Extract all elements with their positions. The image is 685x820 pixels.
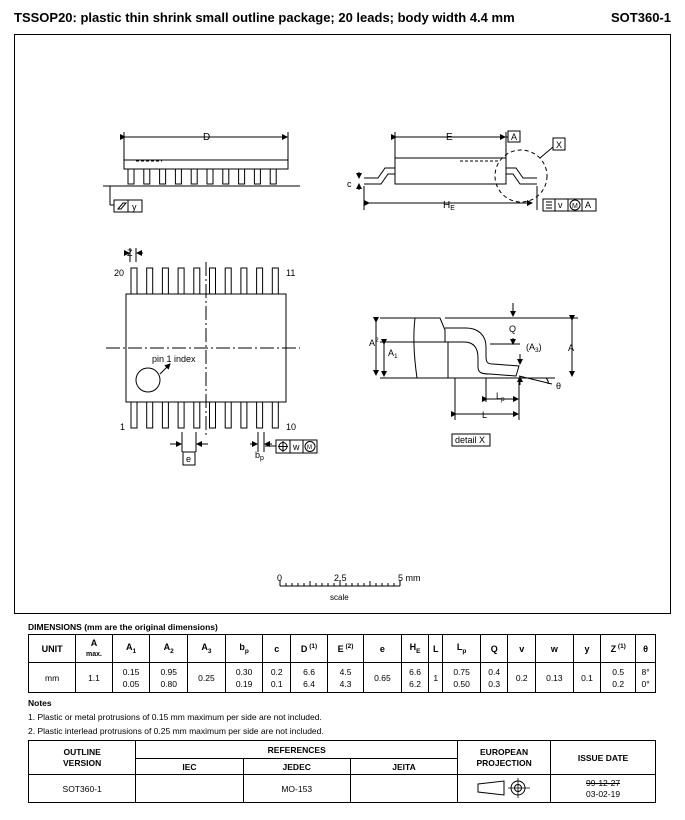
top-lead-lower <box>210 402 216 428</box>
side-lead <box>270 169 276 184</box>
label-c: c <box>347 179 352 189</box>
dimensions-data-row <box>29 663 656 693</box>
top-lead-lower <box>225 402 231 428</box>
side-lead <box>239 169 245 184</box>
top-lead-lower <box>194 402 200 428</box>
top-lead-upper <box>257 268 263 294</box>
cell-w: 0.13 <box>536 663 574 693</box>
cell-iec <box>136 775 243 803</box>
cell-A: 1.1 <box>76 663 112 693</box>
label-L: L <box>482 410 488 420</box>
top-lead-upper <box>225 268 231 294</box>
cell-jeita <box>350 775 457 803</box>
label-v: v <box>558 200 563 210</box>
top-lead-upper <box>178 268 184 294</box>
hdr-jeita: JEITA <box>350 759 457 775</box>
pin-1: 1 <box>120 422 126 432</box>
label-A3: $(A_3)$ <box>526 342 542 354</box>
scale-2-5: 2.5 <box>334 573 347 583</box>
package-title: TSSOP20: plastic thin shrink small outline package; 20 leads; body width 4.4 mm <box>14 10 515 25</box>
label-D: D <box>203 132 211 143</box>
cell-jedec: MO-153 <box>243 775 350 803</box>
cell-Z: 0.5 0.2 <box>601 663 636 693</box>
cell-A2: 0.95 0.80 <box>150 663 188 693</box>
top-lead-lower <box>241 402 247 428</box>
cell-HE: 6.6 6.2 <box>401 663 429 693</box>
label-E: E <box>446 132 453 143</box>
hdr-bp: $b_p$ <box>225 635 263 663</box>
hdr-HE: $H_E$ <box>401 635 429 663</box>
label-Z: Z <box>127 248 133 258</box>
hdr-Lp: $L_p$ <box>443 635 481 663</box>
top-lead-lower <box>147 402 153 428</box>
hdr-E: E $^{(2)}$ <box>328 635 364 663</box>
label-e: e <box>186 454 192 464</box>
hdr-c: c <box>263 635 291 663</box>
package-code: SOT360-1 <box>611 10 671 25</box>
cell-bp: 0.30 0.19 <box>225 663 263 693</box>
label-Q: Q <box>509 324 517 334</box>
hdr-theta: θ <box>636 635 656 663</box>
issue-date-new: 03-02-19 <box>586 788 621 799</box>
label-A1: $A_1$ <box>388 348 398 360</box>
label-Lp: $L_p$ <box>496 391 505 403</box>
top-lead-lower <box>272 402 278 428</box>
hdr-outline-version: OUTLINE VERSION <box>29 741 136 775</box>
pin-11: 11 <box>286 268 296 278</box>
label-A-detail: A <box>568 343 575 353</box>
projection-icon <box>474 777 534 799</box>
top-lead-lower <box>257 402 263 428</box>
side-lead <box>223 169 229 184</box>
hdr-w: w <box>536 635 574 663</box>
hdr-iec: IEC <box>136 759 243 775</box>
cell-E: 4.5 4.3 <box>328 663 364 693</box>
dimensions-table <box>28 634 656 693</box>
label-theta: θ <box>556 381 562 391</box>
side-lead <box>160 169 166 184</box>
label-bp: $b_p$ <box>255 450 264 462</box>
detail-x-label: detail X <box>455 435 486 445</box>
note-2: 2. Plastic interlead protrusions of 0.25 mm maximum per side are not included. <box>28 726 324 736</box>
outline-table <box>28 740 656 803</box>
hdr-Z: Z $^{(1)}$ <box>601 635 636 663</box>
dimensions-title: DIMENSIONS (mm are the original dimensions) <box>28 622 218 632</box>
label-w: w <box>293 442 300 452</box>
top-lead-upper <box>272 268 278 294</box>
side-lead <box>254 169 260 184</box>
hdr-A1: $A_1$ <box>112 635 150 663</box>
projection-symbol <box>458 775 551 803</box>
scale-5mm: 5 mm <box>398 573 421 583</box>
cell-e: 0.65 <box>364 663 402 693</box>
cell-unit: mm <box>29 663 76 693</box>
label-HE: $H_E$ <box>443 200 455 212</box>
hdr-A3: $A_3$ <box>188 635 226 663</box>
top-view <box>106 248 317 465</box>
hdr-unit: UNIT <box>29 635 76 663</box>
scale-label: scale <box>330 593 349 602</box>
note-1: 1. Plastic or metal protrusions of 0.15 mm maximum per side are not included. <box>28 712 322 722</box>
cell-Lp: 0.75 0.50 <box>443 663 481 693</box>
cell-theta: 8° 0° <box>636 663 656 693</box>
top-lead-lower <box>131 402 137 428</box>
cell-Q: 0.4 0.3 <box>480 663 508 693</box>
pin-20: 20 <box>114 268 125 278</box>
label-M: M <box>572 203 578 210</box>
side-lead <box>207 169 213 184</box>
top-lead-upper <box>162 268 168 294</box>
label-A2: $A^2$ <box>369 337 379 348</box>
label-X: X <box>556 140 563 150</box>
cell-v: 0.2 <box>508 663 536 693</box>
top-lead-lower <box>162 402 168 428</box>
label-y: y <box>132 202 137 212</box>
top-lead-upper <box>131 268 137 294</box>
cell-D: 6.6 6.4 <box>291 663 328 693</box>
cell-c: 0.2 0.1 <box>263 663 291 693</box>
label-A-ref: A <box>585 200 592 210</box>
cell-y: 0.1 <box>573 663 601 693</box>
pin1-index-label: pin 1 index <box>152 354 196 364</box>
hdr-A: A max. <box>76 635 112 663</box>
scale-0: 0 <box>277 573 283 583</box>
cell-version: SOT360-1 <box>29 775 136 803</box>
dimensions-header-row <box>29 635 656 663</box>
hdr-y: y <box>573 635 601 663</box>
cell-L: 1 <box>429 663 443 693</box>
detail-x <box>376 303 578 446</box>
pin-10: 10 <box>286 422 297 432</box>
top-lead-lower <box>178 402 184 428</box>
hdr-D: D $^{(1)}$ <box>291 635 328 663</box>
label-M-w: M <box>307 445 312 451</box>
hdr-A2: $A_2$ <box>150 635 188 663</box>
side-lead <box>175 169 181 184</box>
side-lead <box>191 169 197 184</box>
cell-A1: 0.15 0.05 <box>112 663 150 693</box>
hdr-v: v <box>508 635 536 663</box>
side-lead <box>144 169 150 184</box>
top-lead-upper <box>241 268 247 294</box>
cell-A3: 0.25 <box>188 663 226 693</box>
hdr-issue-date: ISSUE DATE <box>551 741 656 775</box>
top-lead-upper <box>147 268 153 294</box>
top-lead-upper <box>210 268 216 294</box>
cell-issue-date <box>551 775 656 803</box>
hdr-e: e <box>364 635 402 663</box>
top-lead-upper <box>194 268 200 294</box>
hdr-european-projection: EUROPEAN PROJECTION <box>458 741 551 775</box>
hdr-Q: Q <box>480 635 508 663</box>
hdr-L: L <box>429 635 443 663</box>
notes-title: Notes <box>28 698 52 708</box>
hdr-references: REFERENCES <box>136 741 458 759</box>
side-lead <box>128 169 134 184</box>
hdr-jedec: JEDEC <box>243 759 350 775</box>
label-A-datum: A <box>511 132 518 142</box>
side-view <box>103 132 300 212</box>
issue-date-old: 99-12-27 <box>586 777 621 788</box>
